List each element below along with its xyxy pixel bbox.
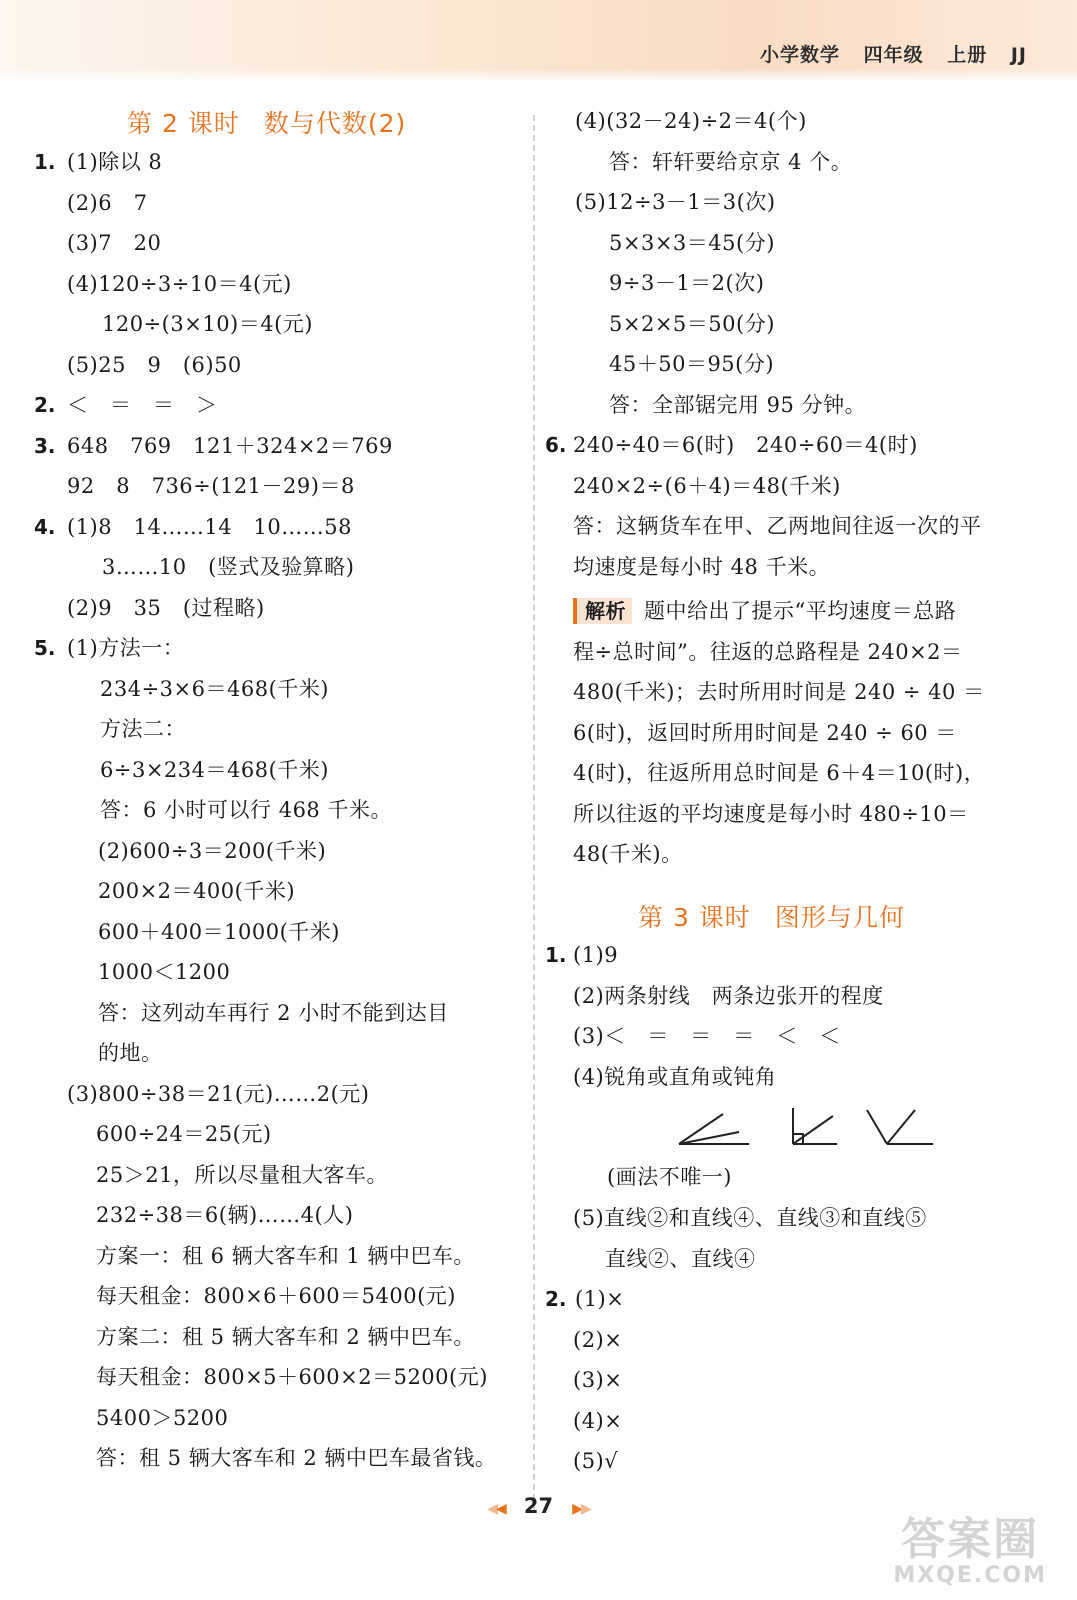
- analysis-line: [573, 597, 956, 625]
- answer-line: 240÷40＝6(时) 240÷60＝4(时): [573, 433, 918, 457]
- book-info: [744, 40, 1027, 67]
- analysis-tag: 解析: [573, 598, 632, 624]
- question-number: 6.: [545, 433, 567, 457]
- answer-line: 648 769 121＋324×2＝769: [67, 433, 393, 458]
- watermark-cn: 答案圈: [901, 1514, 1040, 1565]
- next-arrow-faint-icon: ▶: [580, 1501, 590, 1517]
- question-number: 2.: [34, 393, 56, 417]
- topic-label: 图形与几何: [774, 903, 905, 932]
- answer-line: (4)120÷3÷10＝4(元): [67, 271, 292, 296]
- answer-line: 方案一：租 6 辆大客车和 1 辆中巴车。: [96, 1243, 475, 1268]
- answer-line: (5)直线②和直线④、直线③和直线⑤: [573, 1206, 927, 1230]
- answer-line: (4)(32－24)÷2＝4(个): [575, 109, 807, 133]
- watermark-logo: [893, 1514, 1047, 1588]
- answer-line: 5400＞5200: [96, 1405, 229, 1430]
- next-arrow-icon: ▶: [572, 1501, 581, 1517]
- answer-line: 的地。: [98, 1041, 163, 1065]
- lesson-label: 第 3 课时: [638, 903, 751, 932]
- analysis-text: 题中给出了提示“平均速度＝总路: [644, 599, 957, 623]
- answer-line: 25＞21，所以尽量租大客车。: [96, 1162, 388, 1187]
- answer-line: 直线②、直线④: [605, 1246, 756, 1271]
- answer-line: (3)7 20: [67, 231, 162, 255]
- answer-line: 答：全部锯完用 95 分钟。: [609, 392, 867, 417]
- answer-line: (5)12÷3－1＝3(次): [575, 190, 776, 214]
- answer-line: 232÷38＝6(辆)……4(人): [96, 1203, 354, 1227]
- answer-line: (1)方法一：: [67, 636, 185, 660]
- answer-line: (2)600÷3＝200(千米): [98, 838, 327, 863]
- answer-line: (3)×: [573, 1368, 623, 1392]
- answer-line: 234÷3×6＝468(千米): [100, 676, 329, 701]
- answer-line: 答：租 5 辆大客车和 2 辆中巴车最省钱。: [96, 1446, 497, 1470]
- answer-line: 45＋50＝95(分): [609, 352, 775, 376]
- answer-line: 1000＜1200: [98, 960, 231, 984]
- answer-line: 200×2＝400(千米): [98, 879, 296, 903]
- obtuse-angle-drawing: [867, 1110, 933, 1144]
- question-number: 2.: [545, 1287, 567, 1311]
- grade-label: 四年级: [863, 44, 924, 66]
- answer-line: (2)×: [573, 1327, 623, 1352]
- answer-line: 方案二：租 5 辆大客车和 2 辆中巴车。: [96, 1324, 475, 1349]
- answer-line: (2)两条射线 两条边张开的程度: [573, 983, 884, 1008]
- answer-line: 每天租金：800×6＋600＝5400(元): [96, 1284, 456, 1308]
- answer-line: 3……10 (竖式及验算略): [102, 555, 355, 579]
- answer-line: (1)8 14……14 10……58: [67, 514, 352, 539]
- answer-line: (4)×: [573, 1408, 623, 1433]
- prev-arrow-faint-icon: ◀: [487, 1501, 496, 1517]
- right-angle-drawing: [793, 1108, 837, 1144]
- answer-line: 600＋400＝1000(千米): [98, 919, 340, 944]
- analysis-line: 4(时)，往返所用总时间是 6＋4＝10(时)，: [573, 761, 986, 785]
- question-number: 4.: [34, 514, 56, 539]
- answer-line: (3)800÷38＝21(元)……2(元): [67, 1081, 370, 1106]
- lesson-label: 第 2 课时: [127, 109, 240, 138]
- answer-line: (1)×: [575, 1287, 625, 1311]
- analysis-line: 6(时)，返回时所用时间是 240 ÷ 60 ＝: [573, 720, 957, 745]
- watermark-en: MXQE.COM: [893, 1563, 1047, 1588]
- prev-arrow-icon: ◀: [496, 1501, 505, 1517]
- answer-line: (5)25 9 (6)50: [67, 352, 242, 377]
- question-number: 5.: [34, 636, 56, 660]
- acute-angle-drawing: [679, 1114, 749, 1144]
- page-number: 27: [523, 1494, 554, 1518]
- answer-line: 240×2÷(6＋4)＝48(千米): [573, 473, 841, 498]
- question-number: 1.: [34, 150, 56, 174]
- answer-line: 5×3×3＝45(分): [609, 230, 775, 255]
- section-title-lesson-2: [127, 104, 406, 140]
- question-number: 3.: [34, 433, 56, 458]
- volume-label: 上册: [947, 44, 988, 66]
- answer-line: 600÷24＝25(元): [96, 1122, 272, 1146]
- section-title-lesson-3: [638, 898, 905, 934]
- drawing-note: (画法不唯一): [607, 1165, 732, 1189]
- answer-line: (2)6 7: [67, 190, 148, 215]
- analysis-line: 所以往返的平均速度是每小时 480÷10＝: [573, 801, 969, 826]
- question-number: 1.: [545, 943, 567, 967]
- answer-line: (4)锐角或直角或钝角: [573, 1064, 777, 1089]
- answer-line: 120÷(3×10)＝4(元): [102, 312, 313, 336]
- analysis-line: 480(千米)；去时所用时间是 240 ÷ 40 ＝: [573, 680, 985, 704]
- analysis-line: 程÷总时间”。往返的总路程是 240×2＝: [573, 639, 963, 664]
- answer-line: 5×2×5＝50(分): [609, 311, 775, 336]
- answer-line: 每天租金：800×5＋600×2＝5200(元): [96, 1365, 488, 1389]
- answer-line: 答：这列动车再行 2 小时不能到达目: [98, 1000, 449, 1025]
- answer-line: (5)√: [573, 1449, 619, 1473]
- column-divider: [533, 115, 535, 1510]
- answer-line: (1)9: [573, 943, 619, 967]
- analysis-line: 48(千米)。: [573, 842, 683, 866]
- answer-line: (1)除以 8: [67, 150, 163, 174]
- answer-line: 答：这辆货车在甲、乙两地间往返一次的平: [573, 514, 982, 538]
- answer-line: (3)＜ ＝ ＝ ＝ ＜ ＜: [573, 1024, 841, 1048]
- answer-line: (2)9 35 (过程略): [67, 595, 265, 620]
- topic-label: 数与代数(2): [263, 109, 407, 138]
- answer-line: 方法二：: [100, 717, 186, 741]
- answer-line: ＜ ＝ ＝ ＞: [67, 393, 218, 417]
- answer-line: 均速度是每小时 48 千米。: [573, 554, 831, 579]
- answer-line: 92 8 736÷(121－29)＝8: [67, 474, 355, 498]
- angle-drawings: [675, 1100, 945, 1154]
- subject-label: 小学数学: [759, 44, 840, 66]
- answer-line: 答：6 小时可以行 468 千米。: [100, 798, 392, 822]
- answer-line: 6÷3×234＝468(千米): [100, 757, 329, 782]
- edition-label: JJ: [1010, 44, 1027, 66]
- answer-line: 9÷3－1＝2(次): [609, 271, 765, 295]
- answer-line: 答：轩轩要给京京 4 个。: [609, 149, 853, 174]
